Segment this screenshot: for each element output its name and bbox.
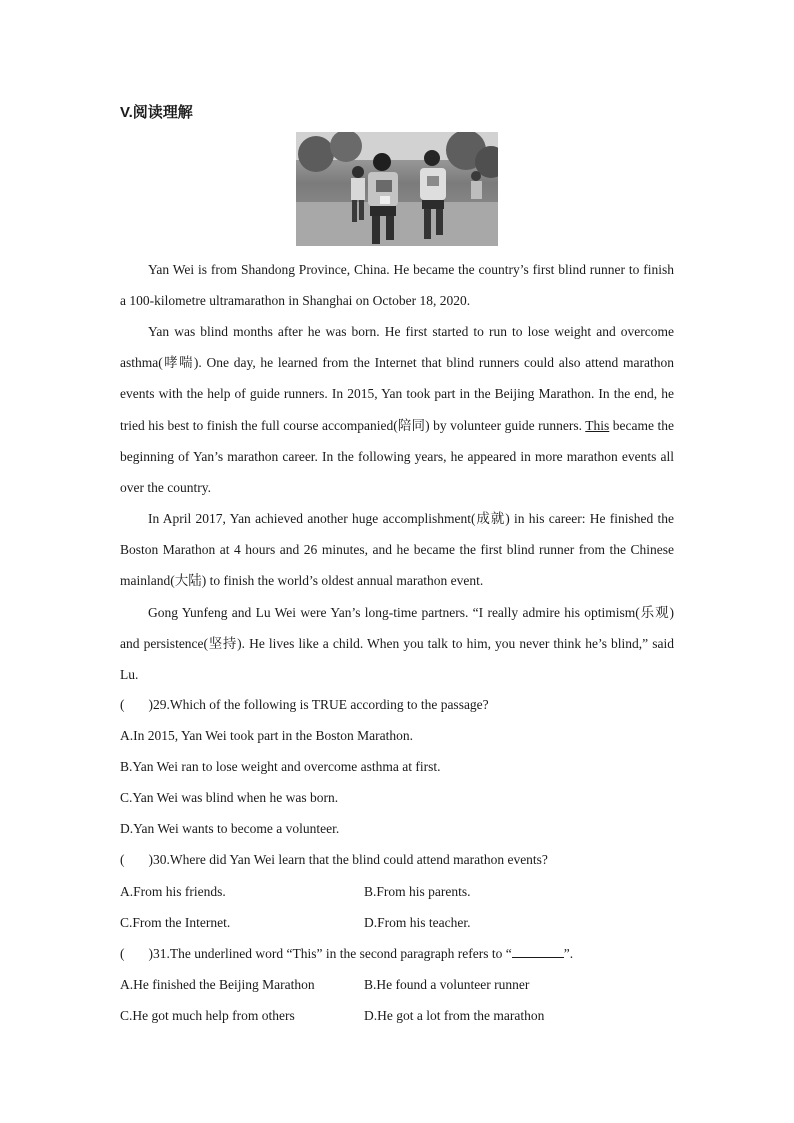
question-31-option-d: D.He got a lot from the marathon <box>364 1008 545 1023</box>
question-29-option-c: C.Yan Wei was blind when he was born. <box>120 790 339 805</box>
question-29-option-a: A.In 2015, Yan Wei took part in the Boston Marathon. <box>120 728 414 743</box>
passage-paragraph-3 <box>120 503 674 597</box>
fill-in-blank-line[interactable] <box>512 945 564 958</box>
underlined-word-this: This <box>585 417 610 433</box>
question-30-option-b: B.From his parents. <box>364 884 471 899</box>
question-30-option-a: A.From his friends. <box>120 884 226 899</box>
question-30-option-c: C.From the Internet. <box>120 915 231 930</box>
paragraph-1-text: Yan Wei is from Shandong Province, China. He became the country’s first blind runner to finish a 100-kilometre ultramarathon in Shanghai on October 18, 2020. <box>120 262 674 309</box>
question-31-option-c: C.He got much help from others <box>120 1008 295 1023</box>
paragraph-3-text: In April 2017, Yan achieved another huge accomplishment(成就) in his career: He finished the Boston Marathon at 4 hours and 26 minutes, and he became the first blind runner from the Chinese mainland(大陆) to finish the world’s oldest annual marathon event. <box>120 511 674 589</box>
question-30-stem: ( )30.Where did Yan Wei learn that the blind could attend marathon events? <box>120 852 548 867</box>
question-29-option-d: D.Yan Wei wants to become a volunteer. <box>120 821 340 836</box>
question-31-option-a: A.He finished the Beijing Marathon <box>120 977 315 992</box>
question-31-stem: ( )31.The underlined word “This” in the second paragraph refers to “ ”. <box>120 946 574 961</box>
paragraph-4-text: Gong Yunfeng and Lu Wei were Yan’s long-time partners. “I really admire his optimism(乐观) and persistence(坚持). He lives like a child. When you talk to him, you never think he’s blind,” said Lu. <box>120 605 674 683</box>
question-29-option-b: B.Yan Wei ran to lose weight and overcome asthma at first. <box>120 759 441 774</box>
paragraph-2-text-before: Yan was blind months after he was born. He first started to run to lose weight and overcome asthma(哮喘). One day, he learned from the Internet that blind runners could also attend marathon events with the help of guide runners. In 2015, Yan took part in the Beijing Marathon. In the end, he tried his best to finish the full course accompanied(陪同) by volunteer guide runners. <box>120 324 674 433</box>
question-29-stem: ( )29.Which of the following is TRUE according to the passage? <box>120 697 489 712</box>
marathon-runners-photo <box>296 132 498 246</box>
passage-paragraph-4 <box>120 597 674 691</box>
passage-paragraph-2 <box>120 316 674 503</box>
photo-illustration <box>296 132 498 246</box>
question-31-option-b: B.He found a volunteer runner <box>364 977 530 992</box>
question-30-option-d: D.From his teacher. <box>364 915 471 930</box>
passage-paragraph-1 <box>120 254 674 316</box>
paragraph-2-text-after: became the beginning of Yan’s marathon career. In the following years, he appeared in more marathon events all over the country. <box>120 417 674 496</box>
section-title: V.阅读理解 <box>120 104 193 121</box>
